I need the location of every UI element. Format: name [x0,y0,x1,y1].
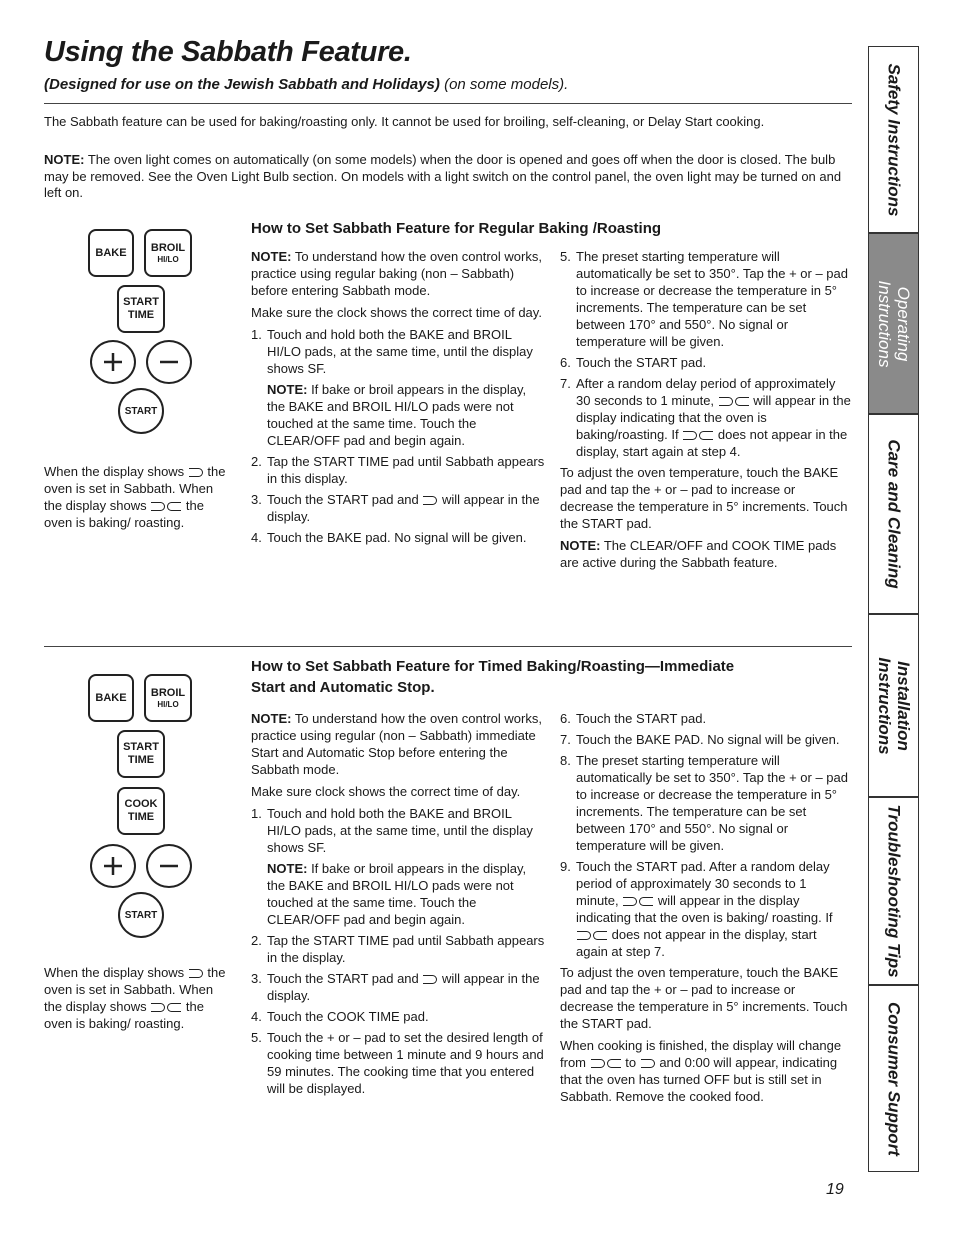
step-text: Tap the START TIME pad until Sabbath appears in this display. [267,454,545,486]
step-text: The preset starting temperature will automatically be set to 350°. Tap the + or – pad to increase or decrease the temperature in 5° increments. The temperature can be set between 170° and 550°. No signal or temperature will be given. [576,753,848,853]
note-label: NOTE: [267,861,308,876]
step-number: 8. [560,753,571,768]
step-text: Touch the START pad. [576,355,707,370]
start-time-pad[interactable] [117,730,165,778]
step-text-a: Touch the START pad. After a random delay period of approximately 30 seconds to 1 minute, [576,859,830,908]
section2-adjust: To adjust the oven temperature, touch the BAKE pad and tap the + or – pad to increase or decrease the temperature in 5° increments. Touch the START pad. [560,965,848,1031]
step-5 [251,1029,546,1097]
finish-b: to [621,1055,640,1070]
section1-column-1 [251,248,546,550]
section1-clock: Make sure the clock shows the correct time of day. [251,305,542,320]
cook-time-label-1: COOK [124,798,158,810]
section1-note [251,248,546,299]
caption-part-2: the oven is set in Sabbath. When the display shows [44,965,226,1014]
step-1-note [251,860,546,928]
step-number: 2. [251,933,262,948]
step-text: Touch the BAKE PAD. No signal will be given. [576,732,840,747]
section1-caption [44,463,228,531]
step-number: 6. [560,355,571,370]
broil-pad[interactable] [144,674,192,722]
step-number: 3. [251,971,262,986]
plus-pad[interactable] [90,844,136,888]
step-6 [560,710,851,727]
plus-pad[interactable] [90,340,136,384]
step-1-note [251,381,546,449]
step-2 [251,453,546,487]
step-1 [251,326,546,377]
step-text-b: will appear in the display. [267,492,540,524]
page-number: 19 [826,1181,844,1198]
sabbath-symbol-icon [167,502,181,511]
step-number: 2. [251,454,262,469]
section2-column-1 [251,710,546,1101]
tab-label: Consumer Support [884,1001,903,1156]
start-time-label-1: START [123,296,159,308]
sabbath-symbol-icon [639,897,653,906]
broil-pad-label: BROIL [150,687,186,699]
sabbath-symbol-icon [577,931,591,940]
subtitle-rest: (on some models). [439,76,569,93]
start-time-label-2: TIME [127,309,155,321]
minus-icon [158,351,180,373]
step-number: 5. [560,249,571,264]
section2-column-2 [560,710,851,1110]
step-text: Touch and hold both the BAKE and BROIL HI/LO pads, at the same time, until the display shows SF. [267,806,533,855]
tab-label [875,280,913,367]
tab-label: Troubleshooting Tips [884,804,903,978]
broil-pad-label: BROIL [150,242,186,254]
tab-label-line-2: Instructions [874,656,894,755]
tab-installation-instructions[interactable] [868,614,919,797]
intro-paragraph: The Sabbath feature can be used for baking/roasting only. It cannot be used for broiling, self-cleaning, or Delay Start cooking. [44,114,765,129]
caption-part-3: the oven is baking/ roasting. [44,999,204,1031]
tab-label: Safety Instructions [884,62,903,217]
step-text: Touch the START pad. [576,711,707,726]
bake-pad[interactable] [88,229,134,277]
note-text: If bake or broil appears in the display, the BAKE and BROIL HI/LO pads were not touched at the same time. Touch the CLEAR/OFF pad and begin again. [267,382,527,448]
broil-pad-sub: HI/LO [157,700,179,709]
section2-clock: Make sure clock shows the correct time of day. [251,784,521,799]
tab-label [875,657,913,754]
caption-part-1: When the display shows [44,464,185,479]
section1-adjust: To adjust the oven temperature, touch the BAKE pad and tap the + or – pad to increase or decrease the temperature in 5° increments. Touch the START pad. [560,465,848,531]
cook-time-label-2: TIME [127,811,155,823]
step-number: 1. [251,806,262,821]
sabbath-symbol-icon [683,431,697,440]
minus-icon [158,855,180,877]
tab-care-and-cleaning[interactable] [868,414,919,614]
step-4 [251,529,546,546]
step-4 [251,1008,546,1025]
sabbath-symbol-icon [591,1059,605,1068]
start-pad-label: START [124,909,158,921]
step-number: 9. [560,859,571,874]
sabbath-symbol-icon [641,1059,655,1068]
step-8 [560,752,851,854]
step-number: 7. [560,732,571,747]
tab-label-line-1: Operating [893,286,913,361]
step-9 [560,858,851,960]
step-1 [251,805,546,856]
tab-operating-instructions[interactable] [868,233,919,414]
step-text-b: will appear in the display indicating that the oven is baking/ roasting. If [576,893,833,925]
note-text: If bake or broil appears in the display, the BAKE and BROIL HI/LO pads were not touched at the same time. Touch the CLEAR/OFF pad and begin again. [267,861,527,927]
bake-pad-label: BAKE [95,691,127,704]
step-number: 7. [560,376,571,391]
sabbath-symbol-icon [189,969,203,978]
start-pad[interactable] [118,388,164,434]
sabbath-symbol-icon [151,502,165,511]
step-3 [251,970,546,1004]
intro-note [44,152,852,202]
step-text-a: After a random delay period of approximately 30 seconds to 1 minute, [576,376,836,408]
note-text: To understand how the oven control works, practice using regular baking (non – Sabbath) before entering Sabbath mode. [251,249,542,298]
tab-label: Care and Cleaning [884,439,903,589]
broil-pad[interactable] [144,229,192,277]
bake-pad[interactable] [88,674,134,722]
sabbath-symbol-icon [167,1003,181,1012]
step-text: The preset starting temperature will automatically be set to 350°. Tap the + or – pad to increase or decrease the temperature in 5° increments. The temperature can be set between 170° and 550°. No signal or temperature will be given. [576,249,848,349]
note-text: The CLEAR/OFF and COOK TIME pads are active during the Sabbath feature. [560,538,837,570]
sabbath-symbol-icon [607,1059,621,1068]
caption-part-3: the oven is baking/ roasting. [44,498,204,530]
sabbath-symbol-icon [719,397,733,406]
section1-note-2 [560,537,851,571]
intro-note-label: NOTE: [44,152,85,167]
section2-note [251,710,546,778]
section1-steps-b [560,248,851,460]
section2-heading [251,656,734,698]
tab-consumer-support[interactable] [868,985,919,1172]
header-divider [44,103,852,104]
note-label: NOTE: [251,249,292,264]
step-5 [560,248,851,350]
note-label: NOTE: [267,382,308,397]
caption-part-2: the oven is set in Sabbath. When the display shows [44,464,226,513]
broil-pad-sub: HI/LO [157,255,179,264]
step-7 [560,731,851,748]
start-pad-label: START [124,405,158,417]
subtitle-bold: (Designed for use on the Jewish Sabbath and Holidays) [44,76,440,93]
step-text-b: will appear in the display. [267,971,540,1003]
step-text: Touch and hold both the BAKE and BROIL HI/LO pads, at the same time, until the display shows SF. [267,327,533,376]
step-2 [251,932,546,966]
start-time-pad[interactable] [117,285,165,333]
sabbath-symbol-icon [423,496,437,505]
section2-steps-b [560,710,851,960]
note-text: To understand how the oven control works, practice using regular (non – Sabbath) immediate Start and Automatic Stop before entering the Sabbath mode. [251,711,542,777]
start-time-label-2: TIME [127,754,155,766]
step-6 [560,354,851,371]
section-divider [44,646,852,647]
start-time-label-1: START [123,741,159,753]
sabbath-symbol-icon [593,931,607,940]
sabbath-symbol-icon [151,1003,165,1012]
caption-part-1: When the display shows [44,965,185,980]
step-3 [251,491,546,525]
step-text: Touch the BAKE pad. No signal will be given. [267,530,527,545]
step-text-c: does not appear in the display, start again at step 7. [576,927,817,959]
step-number: 6. [560,711,571,726]
step-number: 3. [251,492,262,507]
step-text: Touch the COOK TIME pad. [267,1009,429,1024]
step-7 [560,375,851,460]
sabbath-symbol-icon [699,431,713,440]
note-label: NOTE: [251,711,292,726]
plus-icon [102,855,124,877]
finish-c: and 0:00 will appear, indicating that the oven has turned OFF but is still set in Sabbath. Remove the cooked food. [560,1055,838,1104]
step-text-b: will appear in the display indicating that the oven is baking/roasting. If [576,393,851,442]
cook-time-pad[interactable] [117,787,165,835]
note-label: NOTE: [560,538,601,553]
sabbath-symbol-icon [423,975,437,984]
section1-steps-a [251,326,546,546]
step-number: 4. [251,1009,262,1024]
minus-pad[interactable] [146,844,192,888]
sabbath-symbol-icon [623,897,637,906]
section2-heading-line-1: How to Set Sabbath Feature for Timed Baking/Roasting—Immediate [251,658,735,675]
start-pad[interactable] [118,892,164,938]
section2-finish [560,1037,851,1105]
section1-heading: How to Set Sabbath Feature for Regular Baking /Roasting [251,220,662,237]
tab-label-line-2: Instructions [874,280,894,367]
tab-label-line-1: Installation [893,660,913,751]
tab-safety-instructions[interactable] [868,46,919,233]
finish-a: When cooking is finished, the display will change from [560,1038,842,1070]
step-number: 1. [251,327,262,342]
step-text: Touch the + or – pad to set the desired length of cooking time between 1 minute and 9 hours and 59 minutes. The cooking time that you entered will be displayed. [267,1030,544,1096]
sabbath-symbol-icon [189,468,203,477]
minus-pad[interactable] [146,340,192,384]
step-text-c: does not appear in the display, start again at step 4. [576,427,848,459]
intro-note-text: The oven light comes on automatically (on some models) when the door is opened and goes off when the door is closed. The bulb may be removed. See the Oven Light Bulb section. On models with a light switch on the control panel, the oven light may be turned on and left on. [44,152,842,200]
step-text-a: Touch the START pad and [267,492,419,507]
page-title: Using the Sabbath Feature. [44,36,412,68]
step-number: 5. [251,1030,262,1045]
section1-column-2 [560,248,851,576]
page-subtitle [44,76,568,93]
section2-steps-a [251,805,546,1097]
section2-heading-line-2: Start and Automatic Stop. [251,679,435,696]
tab-troubleshooting-tips[interactable] [868,797,919,985]
bake-pad-label: BAKE [95,246,127,259]
step-text-a: Touch the START pad and [267,971,419,986]
section2-caption [44,964,228,1032]
sabbath-symbol-icon [735,397,749,406]
plus-icon [102,351,124,373]
step-text: Tap the START TIME pad until Sabbath appears in the display. [267,933,545,965]
step-number: 4. [251,530,262,545]
